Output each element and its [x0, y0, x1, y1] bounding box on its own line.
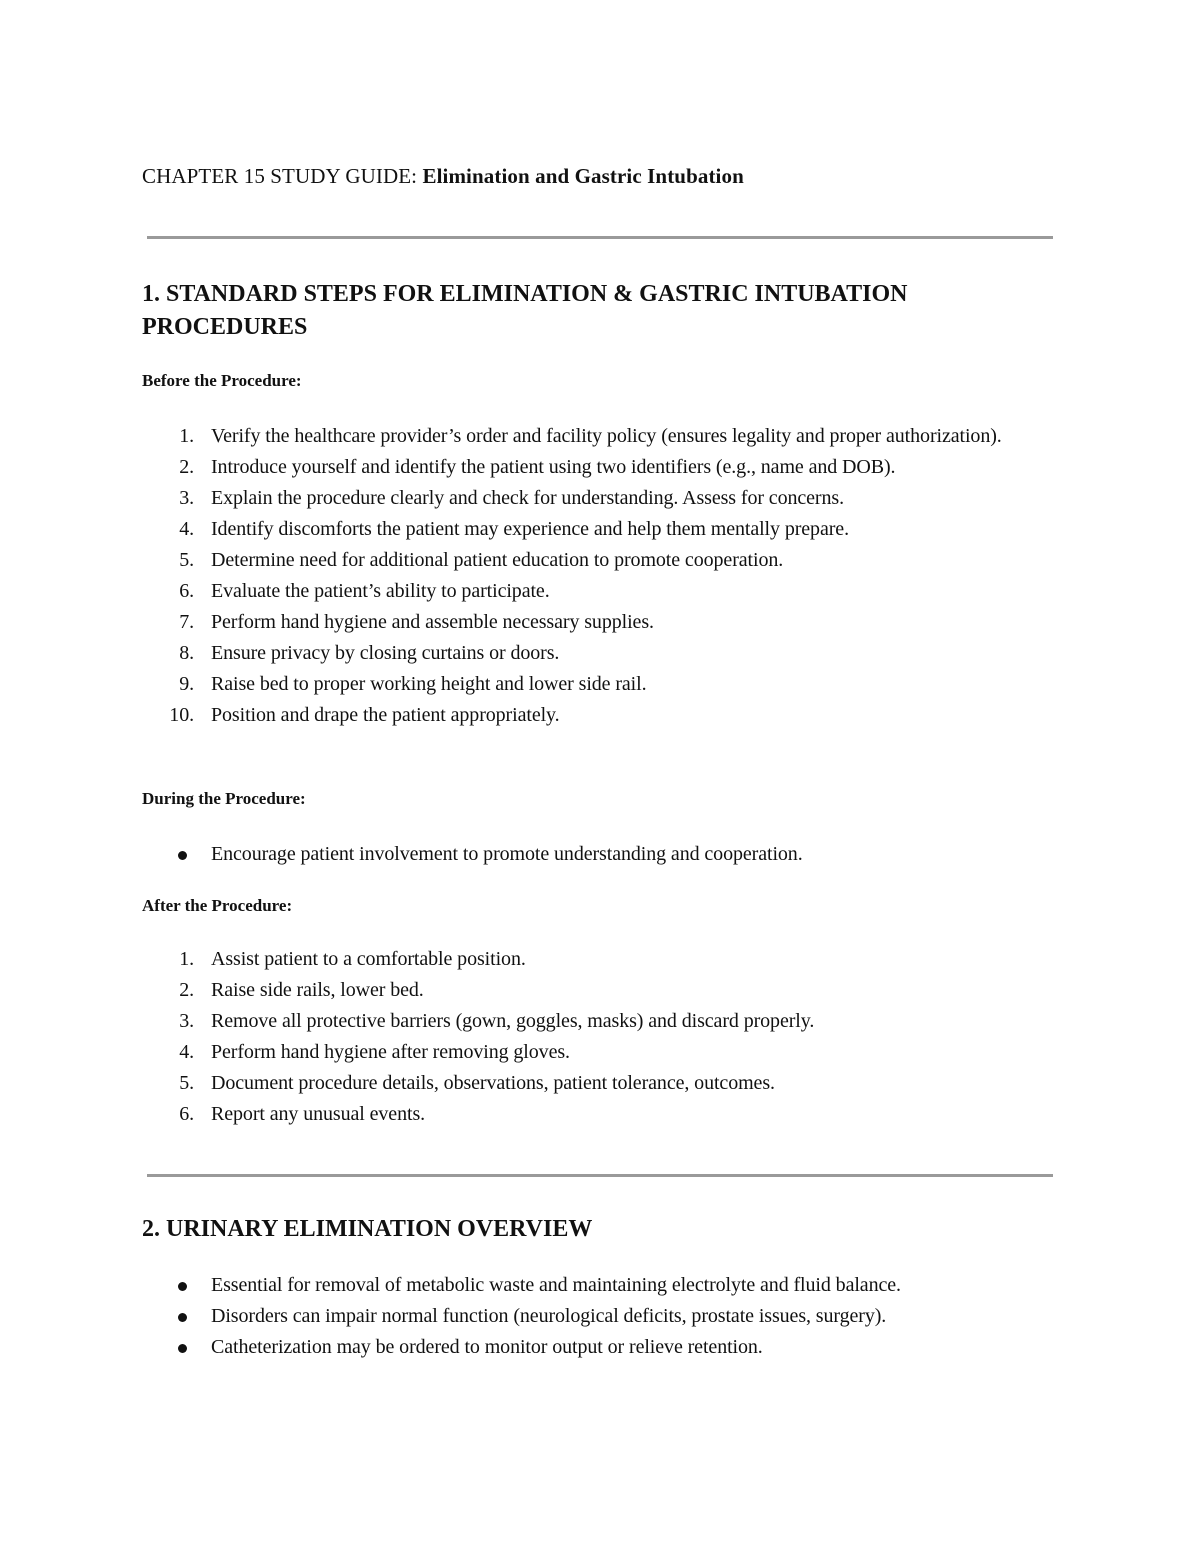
item-text: Position and drape the patient appropriately. [211, 704, 560, 726]
before-procedure-list [142, 421, 1042, 731]
during-procedure-list [142, 839, 1042, 870]
item-number: 3. [179, 1010, 194, 1032]
subheading-during-procedure: During the Procedure: [142, 789, 306, 808]
subheading-before-procedure: Before the Procedure: [142, 371, 302, 390]
list-item [142, 483, 1042, 514]
after-procedure-list [142, 944, 1042, 1130]
item-text: Disorders can impair normal function (neurological deficits, prostate issues, surgery). [211, 1305, 887, 1327]
item-number: 1. [179, 425, 194, 447]
document-title [142, 164, 744, 189]
list-item [142, 1301, 1042, 1332]
item-text: Raise side rails, lower bed. [211, 979, 424, 1001]
item-number: 4. [179, 1041, 194, 1063]
item-number: 3. [179, 487, 194, 509]
list-item [142, 452, 1042, 483]
title-subject: Elimination and Gastric Intubation [422, 164, 744, 188]
item-number: 7. [179, 611, 194, 633]
urinary-elimination-list [142, 1270, 1042, 1363]
list-item [142, 1332, 1042, 1363]
item-text: Ensure privacy by closing curtains or doors. [211, 642, 560, 664]
horizontal-divider [147, 236, 1053, 239]
item-number: 1. [179, 948, 194, 970]
item-text: Explain the procedure clearly and check for understanding. Assess for concerns. [211, 487, 844, 509]
item-text: Perform hand hygiene and assemble necessary supplies. [211, 611, 654, 633]
title-prefix: CHAPTER 15 STUDY GUIDE: [142, 164, 423, 188]
item-number: 2. [179, 979, 194, 1001]
item-text: Encourage patient involvement to promote understanding and cooperation. [211, 843, 803, 865]
item-number: 5. [179, 549, 194, 571]
bullet-icon [178, 851, 187, 860]
list-item [142, 1006, 1042, 1037]
item-number: 6. [179, 1103, 194, 1125]
list-item [142, 1068, 1042, 1099]
item-text: Remove all protective barriers (gown, goggles, masks) and discard properly. [211, 1010, 815, 1032]
list-item [142, 545, 1042, 576]
item-number: 5. [179, 1072, 194, 1094]
item-text: Essential for removal of metabolic waste and maintaining electrolyte and fluid balance. [211, 1274, 901, 1296]
section-heading-urinary-elimination: 2. URINARY ELIMINATION OVERVIEW [142, 1216, 593, 1242]
item-text: Determine need for additional patient education to promote cooperation. [211, 549, 784, 571]
list-item [142, 944, 1042, 975]
list-item [142, 1099, 1042, 1130]
item-text: Raise bed to proper working height and lower side rail. [211, 673, 647, 695]
item-number: 9. [179, 673, 194, 695]
item-number: 8. [179, 642, 194, 664]
item-text: Perform hand hygiene after removing gloves. [211, 1041, 570, 1063]
list-item [142, 975, 1042, 1006]
list-item [142, 700, 1042, 731]
item-number: 4. [179, 518, 194, 540]
item-text: Document procedure details, observations, patient tolerance, outcomes. [211, 1072, 775, 1094]
item-text: Verify the healthcare provider’s order and facility policy (ensures legality and proper authorization). [211, 425, 1002, 447]
bullet-icon [178, 1313, 187, 1322]
section-heading-standard-steps: 1. STANDARD STEPS FOR ELIMINATION & GASTRIC INTUBATION PROCEDURES [142, 281, 908, 340]
list-item [142, 839, 1042, 870]
list-item [142, 669, 1042, 700]
list-item [142, 514, 1042, 545]
bullet-icon [178, 1282, 187, 1291]
item-number: 6. [179, 580, 194, 602]
item-text: Report any unusual events. [211, 1103, 426, 1125]
list-item [142, 1037, 1042, 1068]
list-item [142, 576, 1042, 607]
item-number: 10. [169, 704, 194, 726]
item-text: Evaluate the patient’s ability to participate. [211, 580, 550, 602]
list-item [142, 421, 1042, 452]
list-item [142, 607, 1042, 638]
bullet-icon [178, 1344, 187, 1353]
subheading-after-procedure: After the Procedure: [142, 896, 293, 915]
item-text: Catheterization may be ordered to monitor output or relieve retention. [211, 1336, 763, 1358]
item-text: Identify discomforts the patient may experience and help them mentally prepare. [211, 518, 849, 540]
list-item [142, 1270, 1042, 1301]
horizontal-divider [147, 1174, 1053, 1177]
item-text: Assist patient to a comfortable position. [211, 948, 526, 970]
item-text: Introduce yourself and identify the patient using two identifiers (e.g., name and DOB). [211, 456, 896, 478]
item-number: 2. [179, 456, 194, 478]
list-item [142, 638, 1042, 669]
